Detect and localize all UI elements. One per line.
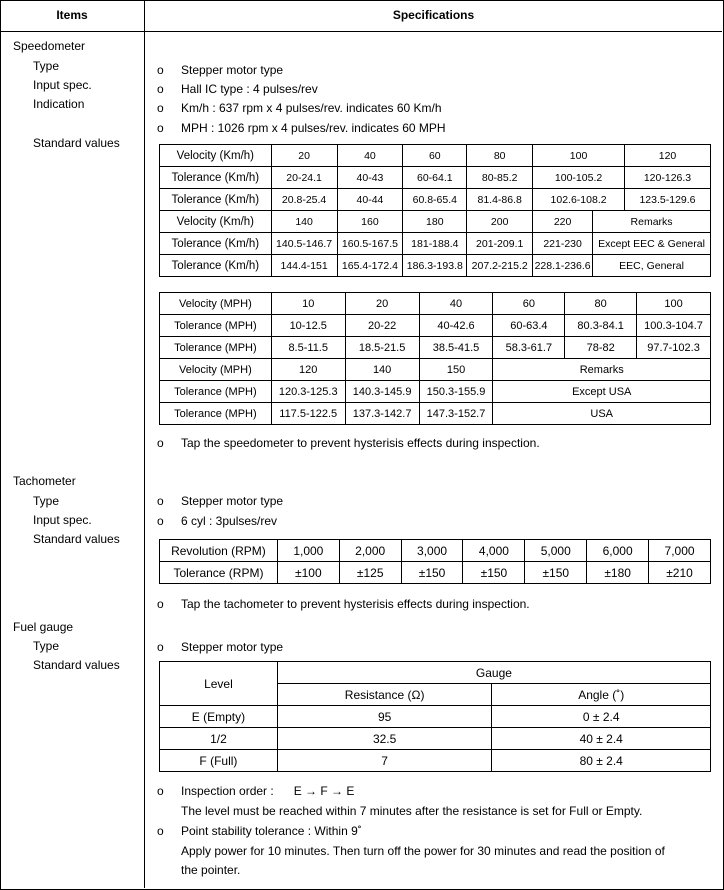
- table-cell: 137.3-142.7: [345, 403, 419, 425]
- table-cell: 20-22: [345, 315, 419, 337]
- bullet-mark: o: [157, 63, 164, 77]
- speedometer-input-value: Hall IC type : 4 pulses/rev: [181, 82, 318, 96]
- table-cell: E (Empty): [160, 706, 278, 728]
- table-cell: 3,000: [401, 540, 463, 562]
- bullet-mark: o: [157, 494, 164, 508]
- table-cell: 80 ± 2.4: [492, 750, 711, 772]
- table-cell: 100.3-104.7: [637, 315, 711, 337]
- table-cell: 40-42.6: [419, 315, 493, 337]
- table-cell: Velocity (MPH): [160, 359, 272, 381]
- table-cell: Tolerance (MPH): [160, 315, 272, 337]
- table-cell: 60: [493, 293, 565, 315]
- speedometer-input-label: Input spec.: [33, 78, 92, 92]
- table-cell: 95: [277, 706, 492, 728]
- table-cell: 100: [533, 145, 625, 167]
- table-cell: 60-64.1: [403, 167, 467, 189]
- table-cell: 100-105.2: [533, 167, 625, 189]
- table-cell: 80.3-84.1: [565, 315, 637, 337]
- table-cell: 40 ± 2.4: [492, 728, 711, 750]
- table-cell: Velocity (Km/h): [160, 145, 272, 167]
- table-cell: 228.1-236.6: [533, 255, 593, 277]
- table-cell: 20: [271, 145, 337, 167]
- table-cell: Revolution (RPM): [160, 540, 278, 562]
- table-cell: 6,000: [587, 540, 649, 562]
- speedometer-kmh-table: [159, 144, 711, 277]
- table-cell: 144.4-151: [271, 255, 337, 277]
- stability-tolerance: Point stability tolerance : Within 9˚: [181, 824, 362, 838]
- table-cell: 186.3-193.8: [403, 255, 467, 277]
- table-row: [160, 403, 711, 425]
- stability-note-line-2: the pointer.: [181, 863, 241, 877]
- table-cell: 160: [337, 211, 403, 233]
- speedometer-indication-mph: MPH : 1026 rpm x 4 pulses/rev. indicates 60 MPH: [181, 121, 446, 135]
- table-cell: 160.5-167.5: [337, 233, 403, 255]
- table-cell: Remarks: [493, 359, 711, 381]
- table-row: [160, 359, 711, 381]
- table-cell: 38.5-41.5: [419, 337, 493, 359]
- stability-note-line-1: Apply power for 10 minutes. Then turn off the power for 30 minutes and read the position of: [181, 844, 665, 858]
- table-cell: 20: [345, 293, 419, 315]
- table-cell: Tolerance (Km/h): [160, 255, 272, 277]
- table-cell: 0 ± 2.4: [492, 706, 711, 728]
- bullet-mark: o: [157, 597, 164, 611]
- bullet-mark: o: [157, 436, 164, 450]
- table-cell: 7,000: [649, 540, 711, 562]
- table-cell: 180: [403, 211, 467, 233]
- tachometer-type-label: Type: [33, 494, 60, 508]
- table-row: [160, 167, 711, 189]
- table-cell: 117.5-122.5: [271, 403, 345, 425]
- table-cell: 78-82: [565, 337, 637, 359]
- table-cell: Tolerance (Km/h): [160, 167, 272, 189]
- tachometer-type-value: Stepper motor type: [181, 494, 284, 508]
- inspection-note: The level must be reached within 7 minutes after the resistance is set for Full or Empty.: [181, 804, 643, 818]
- table-cell: 7: [277, 750, 492, 772]
- table-cell: 140: [345, 359, 419, 381]
- speedometer-indication-label: Indication: [33, 97, 85, 111]
- fuel-gauge-table: [159, 661, 711, 772]
- table-cell: F (Full): [160, 750, 278, 772]
- bullet-mark: o: [157, 640, 164, 654]
- table-cell: 4,000: [463, 540, 525, 562]
- table-cell: Tolerance (RPM): [160, 562, 278, 584]
- table-cell: 221-230: [533, 233, 593, 255]
- table-cell: ±210: [649, 562, 711, 584]
- table-header-gauge: Gauge: [277, 662, 710, 684]
- table-row: [160, 540, 711, 562]
- tachometer-input-label: Input spec.: [33, 513, 92, 527]
- table-cell: 60: [403, 145, 467, 167]
- bullet-mark: o: [157, 514, 164, 528]
- table-cell: Velocity (Km/h): [160, 211, 272, 233]
- table-cell: ±100: [277, 562, 339, 584]
- table-cell: 5,000: [525, 540, 587, 562]
- table-cell: 100: [637, 293, 711, 315]
- table-header: [0, 0, 722, 32]
- table-row: [160, 315, 711, 337]
- table-cell: 60-63.4: [493, 315, 565, 337]
- table-cell: 80: [565, 293, 637, 315]
- table-cell: 120.3-125.3: [271, 381, 345, 403]
- table-cell: 20-24.1: [271, 167, 337, 189]
- table-row: [160, 728, 711, 750]
- table-row: [160, 381, 711, 403]
- table-cell: 10: [271, 293, 345, 315]
- table-cell: 58.3-61.7: [493, 337, 565, 359]
- table-cell: Tolerance (MPH): [160, 381, 272, 403]
- table-cell: 150: [419, 359, 493, 381]
- fuel-gauge-title: Fuel gauge: [13, 620, 74, 634]
- speedometer-note: Tap the speedometer to prevent hysterisis effects during inspection.: [181, 436, 540, 450]
- table-row: [160, 145, 711, 167]
- table-row: [160, 211, 711, 233]
- fuel-gauge-type-value: Stepper motor type: [181, 640, 284, 654]
- fuel-gauge-type-label: Type: [33, 639, 60, 653]
- table-cell: 165.4-172.4: [337, 255, 403, 277]
- table-cell: 2,000: [339, 540, 401, 562]
- table-cell: 150.3-155.9: [419, 381, 493, 403]
- speedometer-indication-kmh: Km/h : 637 rpm x 4 pulses/rev. indicates 60 Km/h: [181, 101, 442, 115]
- bullet-mark: o: [157, 121, 164, 135]
- table-cell: Tolerance (Km/h): [160, 189, 272, 211]
- fuel-gauge-standard-label: Standard values: [33, 658, 120, 672]
- table-cell: 181-188.4: [403, 233, 467, 255]
- tachometer-title: Tachometer: [13, 474, 76, 488]
- table-cell: Tolerance (MPH): [160, 403, 272, 425]
- table-cell: 8.5-11.5: [271, 337, 345, 359]
- table-cell: 40: [337, 145, 403, 167]
- table-cell: 140: [271, 211, 337, 233]
- table-cell: 120: [625, 145, 711, 167]
- table-cell: 97.7-102.3: [637, 337, 711, 359]
- table-cell: 1/2: [160, 728, 278, 750]
- speedometer-standard-label: Standard values: [33, 136, 120, 150]
- table-cell: Except EEC & General: [593, 233, 711, 255]
- table-header-resistance: Resistance (Ω): [277, 684, 492, 706]
- table-cell: 220: [533, 211, 593, 233]
- table-cell: 80: [467, 145, 533, 167]
- table-cell: Tolerance (MPH): [160, 337, 272, 359]
- table-cell: 120: [271, 359, 345, 381]
- speedometer-mph-table: [159, 292, 711, 425]
- table-cell: 120-126.3: [625, 167, 711, 189]
- tachometer-note: Tap the tachometer to prevent hysterisis effects during inspection.: [181, 597, 530, 611]
- table-cell: 140.3-145.9: [345, 381, 419, 403]
- table-cell: Remarks: [593, 211, 711, 233]
- table-cell: 1,000: [277, 540, 339, 562]
- tachometer-input-value: 6 cyl : 3pulses/rev: [181, 514, 278, 528]
- table-cell: 32.5: [277, 728, 492, 750]
- table-cell: 147.3-152.7: [419, 403, 493, 425]
- header-items: Items: [56, 8, 88, 22]
- table-cell: 123.5-129.6: [625, 189, 711, 211]
- table-cell: Velocity (MPH): [160, 293, 272, 315]
- table-cell: ±150: [525, 562, 587, 584]
- tachometer-table: [159, 539, 711, 584]
- table-cell: 40: [419, 293, 493, 315]
- table-cell: 18.5-21.5: [345, 337, 419, 359]
- table-row: [160, 750, 711, 772]
- table-row: [160, 562, 711, 584]
- table-cell: 102.6-108.2: [533, 189, 625, 211]
- speedometer-type-value: Stepper motor type: [181, 63, 284, 77]
- table-row: [160, 662, 711, 684]
- table-cell: 40-44: [337, 189, 403, 211]
- table-row: [160, 337, 711, 359]
- table-cell: 60.8-65.4: [403, 189, 467, 211]
- table-cell: EEC, General: [593, 255, 711, 277]
- table-cell: 207.2-215.2: [467, 255, 533, 277]
- bullet-mark: o: [157, 101, 164, 115]
- table-cell: 20.8-25.4: [271, 189, 337, 211]
- table-cell: 40-43: [337, 167, 403, 189]
- table-cell: 81.4-86.8: [467, 189, 533, 211]
- speedometer-type-label: Type: [33, 59, 60, 73]
- table-cell: 201-209.1: [467, 233, 533, 255]
- table-cell: ±125: [339, 562, 401, 584]
- header-specifications: Specifications: [392, 8, 475, 22]
- bullet-mark: o: [157, 824, 164, 838]
- table-row: [160, 706, 711, 728]
- table-row: [160, 233, 711, 255]
- table-cell: Except USA: [493, 381, 711, 403]
- table-cell: 200: [467, 211, 533, 233]
- bullet-mark: o: [157, 82, 164, 96]
- table-header-level: Level: [160, 662, 278, 706]
- speedometer-title: Speedometer: [13, 39, 86, 53]
- table-cell: ±180: [587, 562, 649, 584]
- table-cell: 140.5-146.7: [271, 233, 337, 255]
- table-header-angle: Angle (˚): [492, 684, 711, 706]
- table-cell: USA: [493, 403, 711, 425]
- table-cell: 10-12.5: [271, 315, 345, 337]
- table-row: [160, 255, 711, 277]
- table-cell: ±150: [463, 562, 525, 584]
- column-divider: [144, 0, 145, 888]
- table-cell: Tolerance (Km/h): [160, 233, 272, 255]
- inspection-order: Inspection order : E → F → E: [181, 784, 355, 798]
- tachometer-standard-label: Standard values: [33, 532, 120, 546]
- table-row: [160, 189, 711, 211]
- bullet-mark: o: [157, 784, 164, 798]
- table-cell: 80-85.2: [467, 167, 533, 189]
- table-cell: ±150: [401, 562, 463, 584]
- table-row: [160, 293, 711, 315]
